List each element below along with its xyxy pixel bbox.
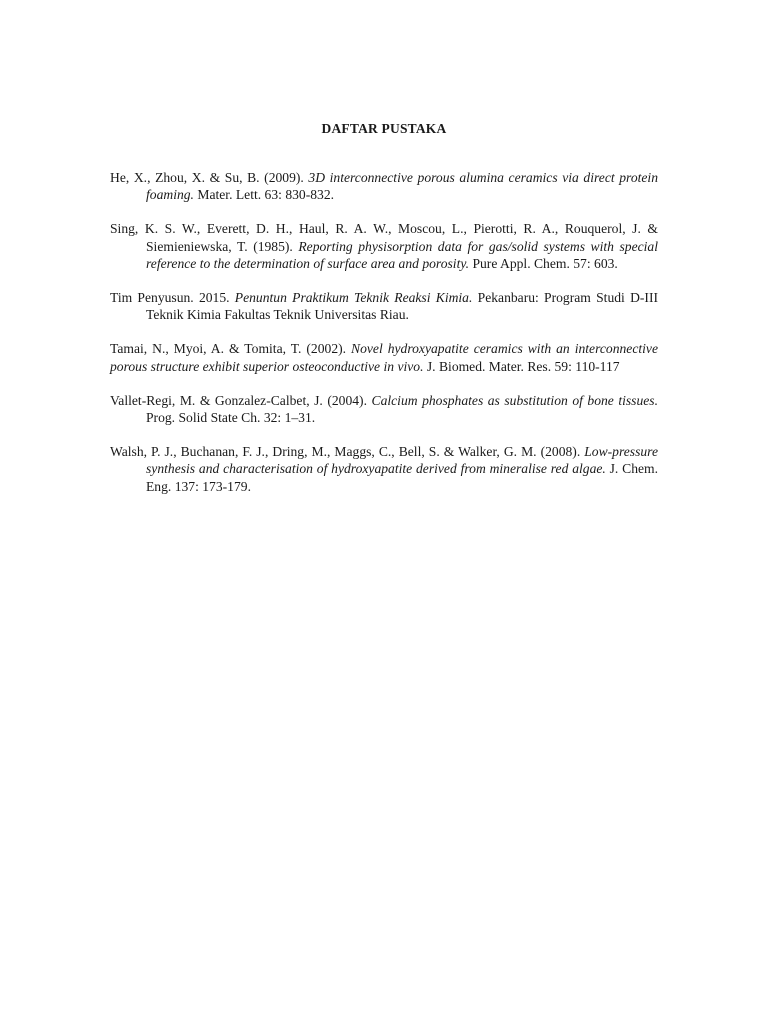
reference-title: 3D interconnective porous alumina ceramics via direct protein foaming. [146,170,658,203]
reference-source: Pure Appl. Chem. 57: 603. [469,255,618,271]
reference-title: Calcium phosphates as substitution of bone tissues. [371,392,658,408]
reference-source: Prog. Solid State Ch. 32: 1–31. [146,410,316,426]
page-title: DAFTAR PUSTAKA [321,121,447,136]
reference-authors: He, X., Zhou, X. & Su, B. (2009). [110,170,309,185]
reference-entry-vallet-regi-2004 [110,392,658,426]
reference-authors: Tamai, N., Myoi, A. & Tomita, T. (2002). [110,341,352,357]
reference-entry-walsh-2008 [110,443,658,495]
reference-source: Mater. Lett. 63: 830-832. [193,187,335,203]
reference-authors: Sing, K. S. W., Everett, D. H., Haul, R. A. W., Moscou, L., Pierotti, R. A., Rouquerol, J. & Siemieniewska, T. (1985). [110,221,658,254]
reference-authors: Vallet-Regi, M. & Gonzalez-Calbet, J. (2004). [110,392,372,408]
reference-title: Low-pressure synthesis and characterisation of hydroxyapatite derived from mineralise red algae. [146,444,658,477]
reference-authors: Tim Penyusun. 2015. [110,290,235,306]
reference-title: Reporting physisorption data for gas/solid systems with special reference to the determination of surface area and porosity. [146,238,658,271]
reference-authors: Walsh, P. J., Buchanan, F. J., Dring, M., Maggs, C., Bell, S. & Walker, G. M. (2008). [110,444,585,460]
reference-source: J. Biomed. Mater. Res. 59: 110-117 [423,358,620,374]
reference-entry-tamai-2002 [110,340,658,374]
reference-source: Pekanbaru: Program Studi D-III Teknik Kimia Fakultas Teknik Universitas Riau. [146,290,658,323]
reference-source: J. Chem. Eng. 137: 173-179. [146,461,658,494]
reference-title: Penuntun Praktikum Teknik Reaksi Kimia. [234,290,473,306]
reference-entry-sing-1985 [110,220,658,272]
reference-list [110,169,658,512]
reference-entry-he-2009 [110,169,658,203]
reference-title: Novel hydroxyapatite ceramics with an interconnective porous structure exhibit superior osteoconductive in vivo. [110,341,658,374]
reference-entry-tim-penyusun-2015 [110,289,658,323]
